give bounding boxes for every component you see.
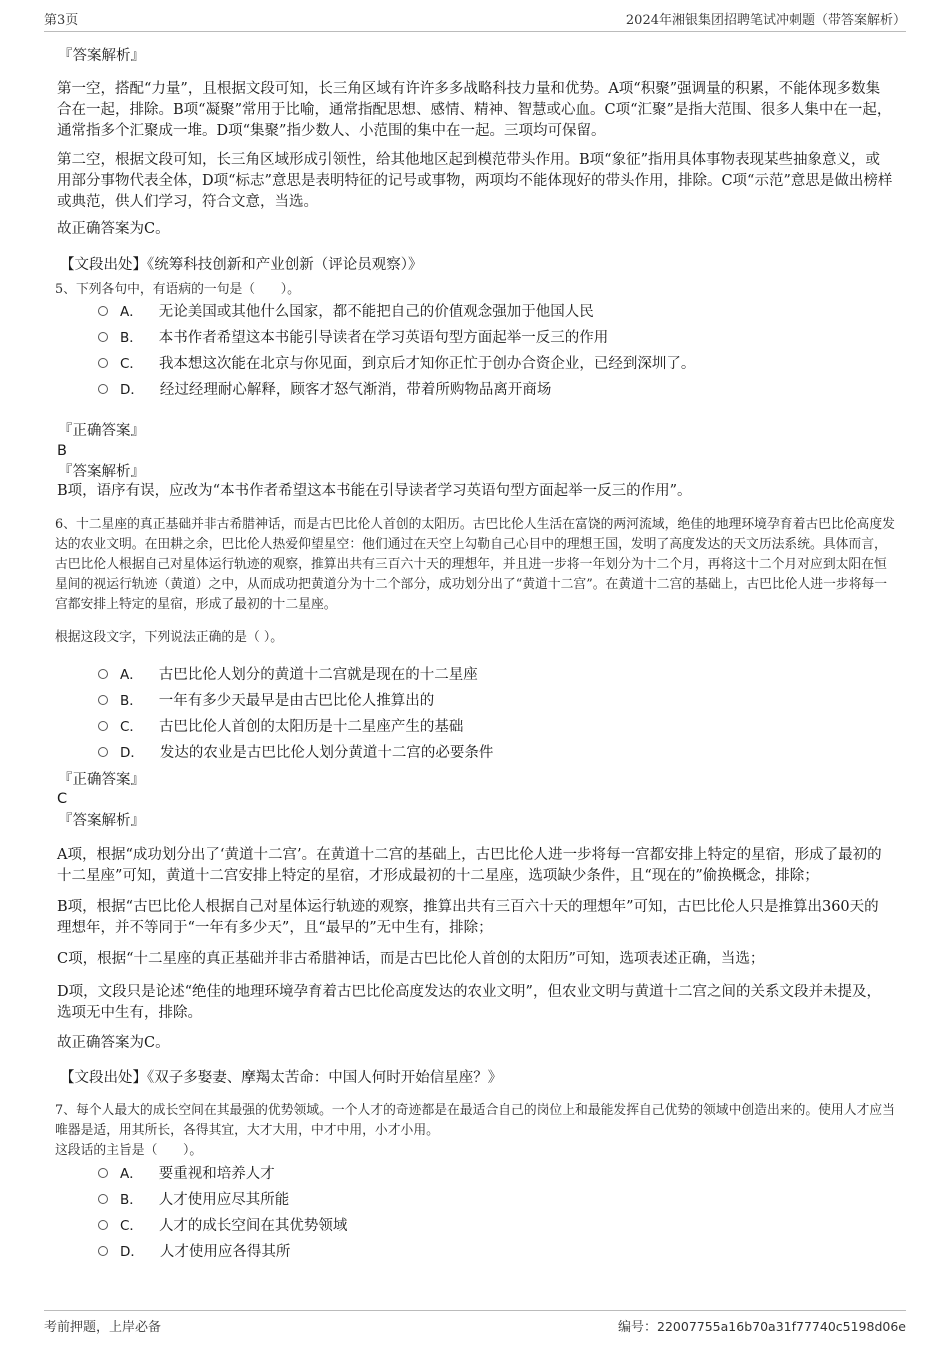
footer-slogan: 考前押题，上岸必备 [44,1320,162,1335]
radio-icon[interactable] [98,1246,108,1256]
q4-conclusion: 故正确答案为C。 [57,221,170,237]
q7-option-c[interactable]: C． 人才的成长空间在其优势领域 [98,1216,347,1236]
radio-icon[interactable] [98,1168,108,1178]
q6-answer-label: 『正确答案』 [58,772,145,788]
q6-option-c[interactable]: C． 古巴比伦人首创的太阳历是十二星座产生的基础 [98,717,463,737]
radio-icon[interactable] [98,721,108,731]
q7-option-d[interactable]: D． 人才使用应各得其所 [98,1242,290,1262]
q6-analysis-b: B项，根据“古巴比伦人根据自己对星体运行轨迹的观察，推算出共有三百六十天的理想年”可知，古巴比伦人只是推算出360天的理想年，并不等同于“一年有多少天”，且“最早的”无中生有，排除； [57,899,879,936]
q5-stem: 5、下列各句中，有语病的一句是（ ）。 [55,282,300,297]
q4-analysis-para2: 第二空，根据文段可知，长三角区域形成引领性，给其他地区起到模范带头作用。B项“象征”指用具体事物表现某些抽象意义，或用部分事物代表全体，D项“标志”意思是表明特征的记号或事物，两项均不能体现好的带头作用，排除。C项“示范”意思是做出榜样或典范，供人们学习，符合文意，当选。 [57,152,893,210]
radio-icon[interactable] [98,384,108,394]
q6-stem: 根据这段文字，下列说法正确的是（ ）。 [55,630,284,645]
radio-icon[interactable] [98,1220,108,1230]
radio-icon[interactable] [98,695,108,705]
footer-divider [44,1310,906,1311]
q5-analysis-label: 『答案解析』 [58,464,145,480]
q6-passage: 6、十二星座的真正基础并非古希腊神话，而是古巴比伦人首创的太阳历。古巴比伦人生活在富饶的两河流域，绝佳的地理环境孕育着古巴比伦高度发达的农业文明。在田耕之余，巴比伦人热爱仰望星空：他们通过在天空上勾勒自己心目中的理想王国，发明了高度发达的天文历法系统。具体而言，古巴比伦人根据自己对星体运行轨迹的观察，推算出共有三百六十天的理想年，并且进一步将一年划分为十二个月，再将这十二个月对应到太阳在恒星间的视运行轨迹（黄道）之中，从而成功把黄道分为十二个部分，成功划分出了“黄道十二宫”。在黄道十二宫的基础上，古巴比伦人进一步将每一宫都安排上特定的星宿，形成了最初的十二星座。 [55,517,895,612]
q7-option-b[interactable]: B． 人才使用应尽其所能 [98,1190,289,1210]
radio-icon[interactable] [98,306,108,316]
q4-analysis-para1: 第一空，搭配“力量”，且根据文段可知，长三角区域有许许多多战略科技力量和优势。A项“积聚”强调量的积累，不能体现多数集合在一起，排除。B项“凝聚”常用于比喻，通常指配思想、感情、精神、智慧或心血。C项“汇聚”是指大范围、很多人集中在一起，通常指多个汇聚成一堆。D项“集聚”指少数人、小范围的集中在一起。三项均可保留。 [57,81,892,139]
q5-analysis: B项，语序有误，应改为“本书作者希望这本书能在引导读者学习英语句型方面起举一反三的作用”。 [57,483,692,499]
q5-option-d[interactable]: D． 经过经理耐心解释，顾客才怒气渐消，带着所购物品离开商场 [98,380,551,400]
q6-option-b[interactable]: B． 一年有多少天最早是由古巴比伦人推算出的 [98,691,434,711]
q6-option-a[interactable]: A． 古巴比伦人划分的黄道十二宫就是现在的十二星座 [98,665,478,685]
q6-answer: C [57,791,68,807]
radio-icon[interactable] [98,332,108,342]
q4-analysis-label: 『答案解析』 [58,48,145,64]
q4-source: 【文段出处】《统筹科技创新和产业创新（评论员观察）》 [60,257,423,273]
q5-answer-label: 『正确答案』 [58,423,145,439]
radio-icon[interactable] [98,669,108,679]
q6-analysis-d: D项，文段只是论述“绝佳的地理环境孕育着古巴比伦高度发达的农业文明”，但农业文明与黄道十二宫之间的关系文段并未提及，选项无中生有，排除。 [57,984,881,1021]
q5-option-c[interactable]: C． 我本想这次能在北京与你见面，到京后才知你正忙于创办合资企业，已经到深圳了。 [98,354,695,374]
radio-icon[interactable] [98,358,108,368]
document-title: 2024年湘银集团招聘笔试冲刺题（带答案解析） [625,13,906,28]
q5-option-b[interactable]: B． 本书作者希望这本书能引导读者在学习英语句型方面起举一反三的作用 [98,328,608,348]
page-number: 第3页 [44,13,79,28]
q6-conclusion: 故正确答案为C。 [57,1035,170,1051]
q6-option-d[interactable]: D． 发达的农业是古巴比伦人划分黄道十二宫的必要条件 [98,743,493,763]
radio-icon[interactable] [98,1194,108,1204]
q7-passage: 7、每个人最大的成长空间在其最强的优势领域。一个人才的奇迹都是在最适合自己的岗位上和最能发挥自己优势的领域中创造出来的。使用人才应当唯器是适，用其所长，各得其宜，大才大用，中才中用，小才小用。 [55,1103,895,1138]
header-divider [44,31,906,32]
q6-source: 【文段出处】《双子多娶妻、摩羯太苦命：中国人何时开始信星座？》 [60,1070,503,1086]
document-code: 编号：22007755a16b70a31f77740c5198d06e [618,1319,906,1335]
q6-analysis-a: A项，根据“成功划分出了‘黄道十二宫’。在黄道十二宫的基础上，古巴比伦人进一步将每一宫都安排上特定的星宿，形成了最初的十二星座”可知，黄道十二宫安排上特定的星宿，才形成最初的十二星座，选项缺少条件，且“现在的”偷换概念，排除； [57,847,882,884]
q7-option-a[interactable]: A． 要重视和培养人才 [98,1164,275,1184]
radio-icon[interactable] [98,747,108,757]
q6-analysis-label: 『答案解析』 [58,813,145,829]
q6-analysis-c: C项，根据“十二星座的真正基础并非古希腊神话，而是古巴比伦人首创的太阳历”可知，选项表述正确，当选； [57,951,765,967]
q5-option-a[interactable]: A． 无论美国或其他什么国家，都不能把自己的价值观念强加于他国人民 [98,302,594,322]
q7-stem: 这段话的主旨是（ ）。 [55,1143,203,1158]
q5-answer: B [57,443,67,459]
